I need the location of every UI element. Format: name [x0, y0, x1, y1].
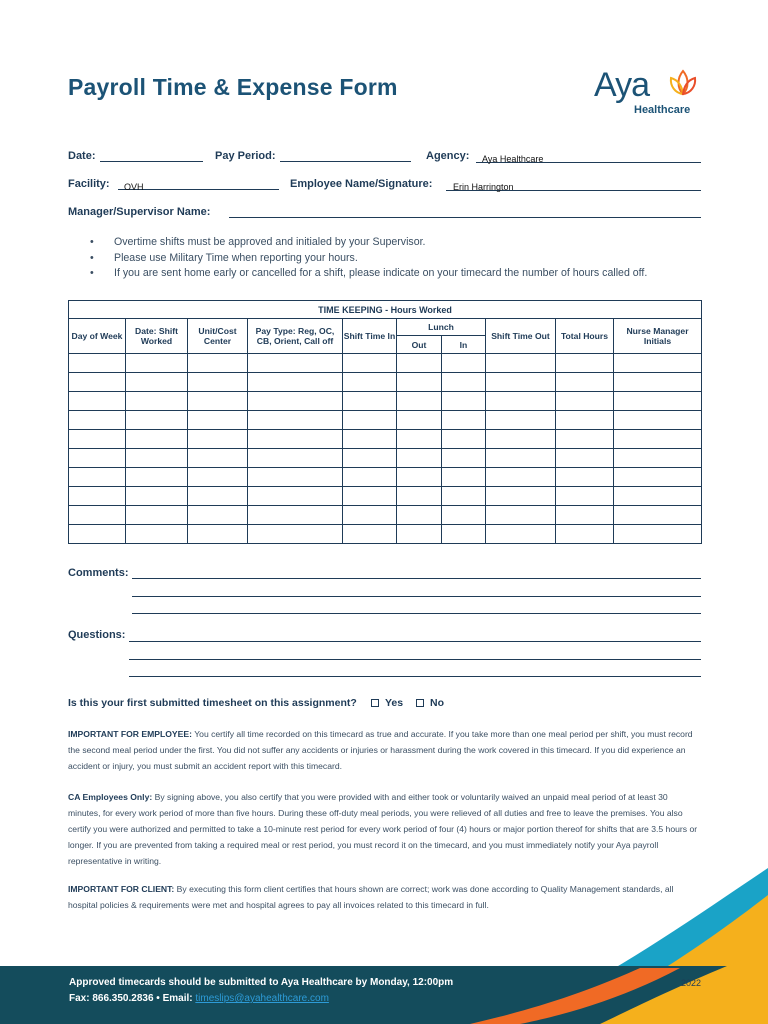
ca-notice-body: By signing above, you also certify that you were provided with and either took or voluntarily waived an unpaid meal period of at least 30 minutes, for every work period of more than five hours. During these off-duty meal periods, you were relieved of all duties and free to leave the premises. You also certify you were authorized and permitted to take a 10-minute rest period for every work period of four (4) hours or major portion thereof for shifts that are 3.5 hours or longer. If you are prevented from taking a required meal or rest period, you must record it on the timecard, and you must immediately notify your Aya payroll representative in writing.	[68, 792, 698, 866]
questions-label: Questions:	[68, 629, 126, 641]
facility-value: OVH	[124, 182, 144, 192]
manager-label: Manager/Supervisor Name:	[68, 206, 211, 218]
employee-notice-body: You certify all time recorded on this timecard as true and accurate. If you take more than one meal period per shift, you must record the second meal period under the first. You did not suffer any accidents or injuries or harassment during the work covered in this timecard. If you did experience an accident or injury, you must submit an accident report with this timecard.	[68, 729, 693, 771]
instruction-item: • Please use Military Time when reporting your hours.	[90, 251, 647, 267]
col-lunch-in: In	[442, 336, 486, 354]
instruction-item: • Overtime shifts must be approved and initialed by your Supervisor.	[90, 235, 647, 251]
client-notice-body: By executing this form client certifies that hours shown are correct; work was done according to Quality Management standards, all hospital policies & requirements were met and hospital agrees to pay all invoices related to this timecard in full.	[68, 884, 674, 910]
employee-notice-heading: IMPORTANT FOR EMPLOYEE:	[68, 729, 192, 739]
email-link[interactable]: timeslips@ayahealthcare.com	[195, 993, 329, 1004]
fax-text: Fax: 866.350.2836 • Email:	[69, 993, 196, 1004]
no-label: No	[430, 697, 444, 709]
col-lunch: Lunch	[397, 319, 486, 336]
col-day-of-week: Day of Week	[69, 319, 126, 354]
col-unit-cost-center: Unit/Cost Center	[188, 319, 248, 354]
yes-label: Yes	[385, 697, 404, 709]
col-shift-time-in: Shift Time In	[343, 319, 397, 354]
ca-notice-heading: CA Employees Only:	[68, 792, 153, 802]
agency-label: Agency:	[426, 150, 470, 162]
col-shift-time-out: Shift Time Out	[486, 319, 556, 354]
instruction-item: • If you are sent home early or cancelled for a shift, please indicate on your timecard the number of hours called off.	[90, 266, 647, 282]
logo-subtitle: Healthcare	[634, 104, 691, 116]
col-lunch-out: Out	[397, 336, 442, 354]
date-label: Date:	[68, 150, 96, 162]
employee-value: Erin Harrington	[453, 182, 514, 192]
pay-period-label: Pay Period:	[215, 150, 276, 162]
submission-note: Approved timecards should be submitted to Aya Healthcare by Monday, 12:00pm	[69, 977, 454, 988]
employee-label: Employee Name/Signature:	[290, 178, 433, 190]
col-date-shift: Date: Shift Worked	[126, 319, 188, 354]
form-title: Payroll Time & Expense Form	[68, 74, 398, 100]
table-caption: TIME KEEPING - Hours Worked	[69, 301, 702, 319]
facility-label: Facility:	[68, 178, 110, 190]
agency-value: Aya Healthcare	[482, 154, 544, 164]
contact-line	[69, 993, 329, 1004]
logo-wordmark: Aya	[594, 66, 649, 104]
col-pay-type: Pay Type: Reg, OC, CB, Orient, Call off	[248, 319, 343, 354]
col-nurse-manager-initials: Nurse Manager Initials	[614, 319, 702, 354]
client-notice-heading: IMPORTANT FOR CLIENT:	[68, 884, 175, 894]
first-timesheet-question: Is this your first submitted timesheet on this assignment?	[68, 697, 357, 709]
comments-label: Comments:	[68, 567, 129, 579]
form-year: 2022	[681, 978, 702, 988]
col-total-hours: Total Hours	[556, 319, 614, 354]
